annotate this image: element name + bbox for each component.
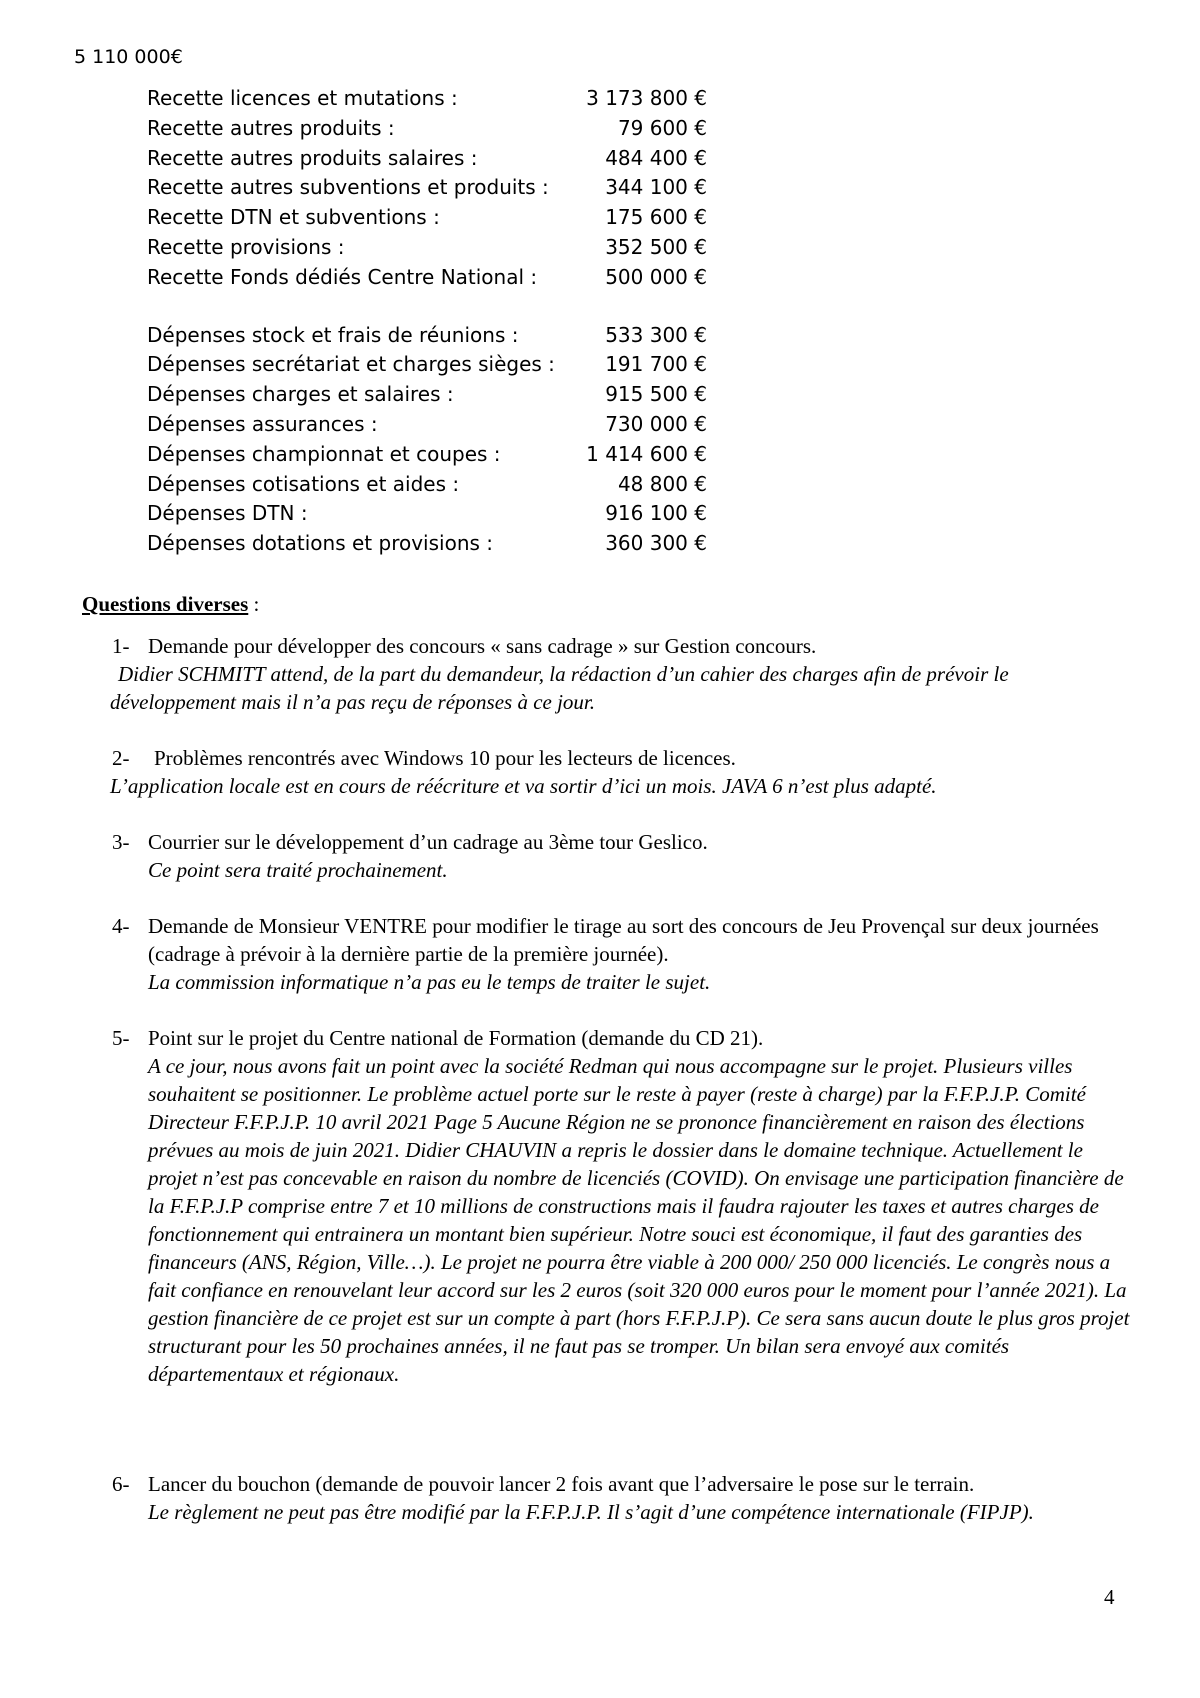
question-title: Point sur le projet du Centre national de Formation (demande du CD 21). bbox=[148, 1026, 764, 1050]
question-number: 3- bbox=[112, 830, 130, 854]
question-answer: Ce point sera traité prochainement. bbox=[148, 858, 448, 882]
recette-label: Recette autres produits : bbox=[147, 115, 395, 140]
depense-row bbox=[147, 321, 707, 351]
depense-value: 916 100 € bbox=[605, 501, 707, 526]
depense-value: 191 700 € bbox=[605, 352, 707, 377]
question-answer: Didier SCHMITT attend, de la part du demandeur, la rédaction d’un cahier des charges afin de prévoir le développement mais il n’a pas reçu de réponses à ce jour. bbox=[110, 662, 1009, 714]
depense-value: 730 000 € bbox=[605, 411, 707, 436]
page-number: 4 bbox=[1104, 1585, 1115, 1609]
question-title: Demande pour développer des concours « sans cadrage » sur Gestion concours. bbox=[148, 634, 817, 658]
question-title: Courrier sur le développement d’un cadrage au 3ème tour Geslico. bbox=[148, 830, 708, 854]
questions-heading bbox=[82, 590, 259, 618]
recette-value: 3 173 800 € bbox=[586, 86, 707, 110]
recette-row bbox=[147, 173, 707, 203]
question-answer: La commission informatique n’a pas eu le temps de traiter le sujet. bbox=[148, 970, 711, 994]
depense-label: Dépenses stock et frais de réunions : bbox=[147, 322, 519, 347]
depense-value: 533 300 € bbox=[605, 322, 707, 347]
questions-heading-text: Questions diverses bbox=[82, 592, 249, 616]
depense-label: Dépenses cotisations et aides : bbox=[147, 471, 460, 496]
depense-row bbox=[147, 380, 707, 410]
questions-heading-colon: : bbox=[248, 592, 260, 616]
depense-value: 360 300 € bbox=[605, 531, 707, 556]
recette-value: 352 500 € bbox=[605, 234, 707, 259]
recette-label: Recette autres subventions et produits : bbox=[147, 175, 549, 200]
question-title: Demande de Monsieur VENTRE pour modifier le tirage au sort des concours de Jeu Provençal sur deux journées (cadrage à prévoir à la dernière partie de la première journée). bbox=[148, 914, 1099, 966]
depense-row bbox=[147, 440, 707, 470]
recette-value: 79 600 € bbox=[617, 115, 707, 140]
top-amount: 5 110 000€ bbox=[74, 46, 183, 68]
recette-row bbox=[147, 263, 707, 293]
question-number: 2- bbox=[112, 746, 130, 770]
recette-value: 175 600 € bbox=[605, 205, 707, 230]
depense-row bbox=[147, 499, 707, 529]
recette-row bbox=[147, 144, 707, 174]
depense-row bbox=[147, 350, 707, 380]
question-number: 5- bbox=[112, 1026, 130, 1050]
depense-label: Dépenses assurances : bbox=[147, 411, 378, 436]
question-title: Lancer du bouchon (demande de pouvoir lancer 2 fois avant que l’adversaire le pose sur le terrain. bbox=[148, 1472, 975, 1496]
recette-label: Recette DTN et subventions : bbox=[147, 205, 440, 230]
finance-summary bbox=[147, 84, 707, 559]
question-number: 4- bbox=[112, 914, 130, 938]
recette-value: 484 400 € bbox=[605, 145, 707, 170]
depense-row bbox=[147, 529, 707, 559]
depense-row bbox=[147, 470, 707, 500]
depense-label: Dépenses secrétariat et charges sièges : bbox=[147, 352, 555, 377]
depense-value: 1 414 600 € bbox=[586, 441, 707, 466]
section-gap bbox=[147, 293, 707, 321]
question-answer: Le règlement ne peut pas être modifié par la F.F.P.J.P. Il s’agit d’une compétence internationale (FIPJP). bbox=[148, 1500, 1034, 1524]
recette-row bbox=[147, 203, 707, 233]
depense-row bbox=[147, 410, 707, 440]
recette-row bbox=[147, 233, 707, 263]
recette-label: Recette licences et mutations : bbox=[147, 86, 458, 110]
question-answer: A ce jour, nous avons fait un point avec la société Redman qui nous accompagne sur le projet. Plusieurs villes souhaitent se positionner. Le problème actuel porte sur le reste à payer (reste à charge) par la F.F.P.J.P. Comité Directeur F.F.P.J.P. 10 avril 2021 Page 5 Aucune Région ne se prononce financièrement en raison des élections prévues au mois de juin 2021. Didier CHAUVIN a repris le dossier dans le domaine technique. Actuellement le projet n’est pas concevable en raison du nombre de licenciés (COVID). On envisage une participation financière de la F.F.P.J.P comprise entre 7 et 10 millions de constructions mais il faudra rajouter les taxes et autres charges de fonctionnement qui entrainera un montant bien supérieur. Notre souci est économique, il faut des garanties des financeurs (ANS, Région, Ville…). Le projet ne pourra être viable à 200 000/ 250 000 licenciés. Le congrès nous a fait confiance en renouvelant leur accord sur les 2 euros (soit 320 000 euros pour le moment pour l’année 2021). La gestion financière de ce projet est sur un compte à part (hors F.F.P.J.P). Ce sera sans aucun doute le plus gros projet structurant pour les 50 prochaines années, il ne faut pas se tromper. Un bilan sera envoyé aux comités départementaux et régionaux. bbox=[148, 1054, 1130, 1386]
recette-label: Recette autres produits salaires : bbox=[147, 145, 478, 170]
depense-label: Dépenses charges et salaires : bbox=[147, 382, 454, 407]
question-answer: L’application locale est en cours de réécriture et va sortir d’ici un mois. JAVA 6 n’est plus adapté. bbox=[110, 774, 937, 798]
depense-value: 915 500 € bbox=[605, 382, 707, 407]
depense-label: Dépenses championnat et coupes : bbox=[147, 441, 501, 466]
recette-value: 500 000 € bbox=[605, 264, 707, 289]
question-number: 6- bbox=[112, 1472, 130, 1496]
depense-label: Dépenses dotations et provisions : bbox=[147, 531, 494, 556]
recette-value: 344 100 € bbox=[605, 175, 707, 200]
depense-value: 48 800 € bbox=[617, 471, 707, 496]
recette-row bbox=[147, 114, 707, 144]
recette-label: Recette provisions : bbox=[147, 234, 345, 259]
question-title: Problèmes rencontrés avec Windows 10 pour les lecteurs de licences. bbox=[154, 746, 736, 770]
question-number: 1- bbox=[112, 634, 130, 658]
recette-label: Recette Fonds dédiés Centre National : bbox=[147, 264, 538, 289]
recette-row bbox=[147, 84, 707, 114]
depense-label: Dépenses DTN : bbox=[147, 501, 308, 526]
